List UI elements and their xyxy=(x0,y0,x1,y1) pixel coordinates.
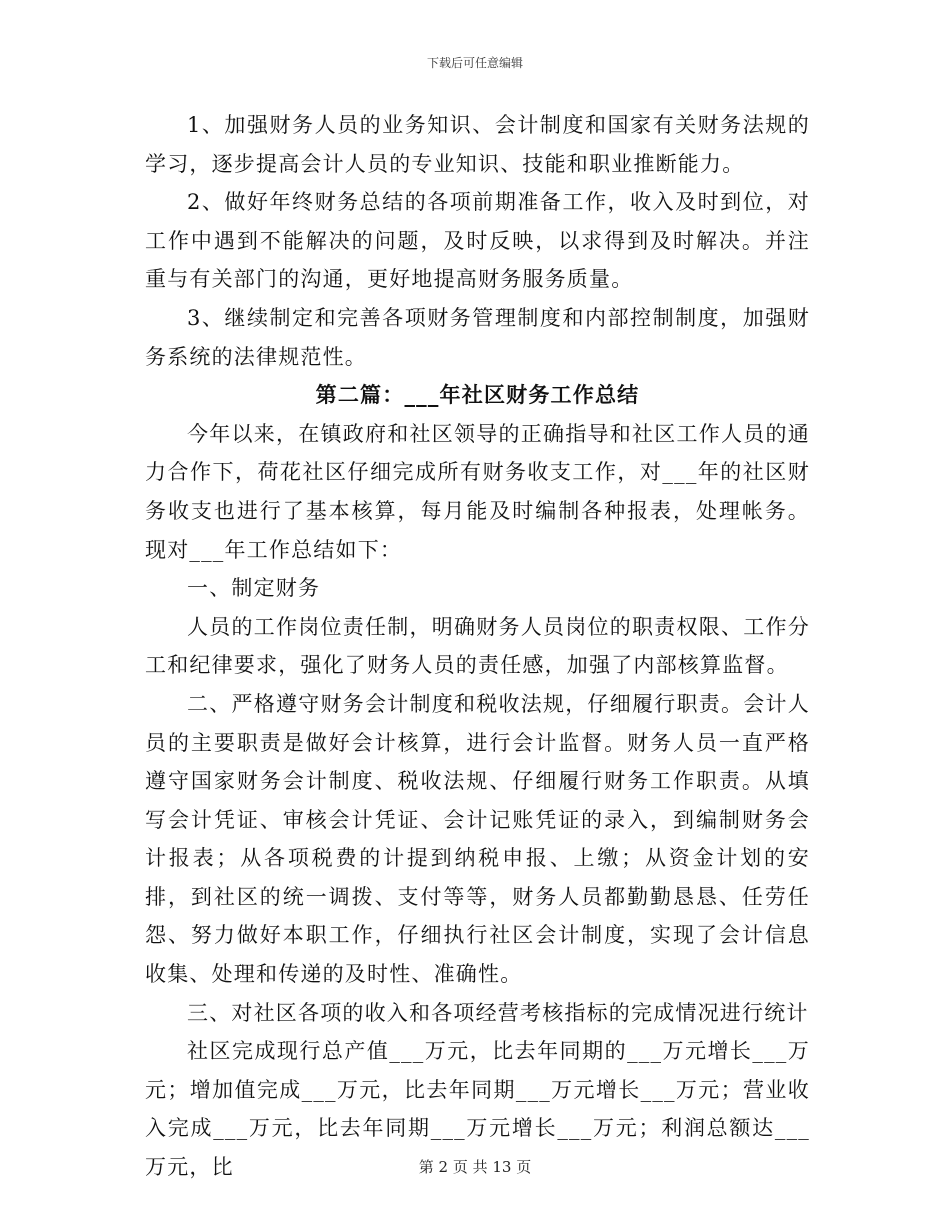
section-title: 第二篇：___年社区财务工作总结 xyxy=(315,382,640,408)
page-header-note: 下载后可任意编辑 xyxy=(426,56,523,70)
paragraph-1: 1、加强财务人员的业务知识、会计制度和国家有关财务法规的学习，逐步提高会计人员的专业知识、技能和职业推断能力。 xyxy=(145,113,810,176)
paragraph-7: 二、严格遵守财务会计制度和税收法规，仔细履行职责。会计人员的主要职责是做好会计核算，进行会计监督。财务人员一直严格遵守国家财务会计制度、税收法规、仔细履行财务工作职责。从填写会计凭证、审核会计凭证、会计记账凭证的录入，到编制财务会计报表；从各项税费的计提到纳税申报、上缴；从资金计划的安排，到社区的统一调拨、支付等等，财务人员都勤勤恳恳、任劳任怨、努力做好本职工作，仔细执行社区会计制度，实现了会计信息收集、处理和传递的及时性、准确性。 xyxy=(145,691,810,987)
page-number-footer: 第 2 页 共 13 页 xyxy=(418,1158,532,1176)
paragraph-9: 社区完成现行总产值___万元，比去年同期的___万元增长___万元；增加值完成___万元，比去年同期___万元增长___万元；营业收入完成___万元，比去年同期___万元增长___万元；利润总额达___万元，比 xyxy=(145,1039,810,1180)
paragraph-8: 三、对社区各项的收入和各项经营考核指标的完成情况进行统计 xyxy=(187,1000,809,1025)
paragraph-2: 2、做好年终财务总结的各项前期准备工作，收入及时到位，对工作中遇到不能解决的问题，及时反映，以求得到及时解决。并注重与有关部门的沟通，更好地提高财务服务质量。 xyxy=(145,190,810,292)
paragraph-5: 一、制定财务 xyxy=(187,576,321,601)
paragraph-4: 今年以来，在镇政府和社区领导的正确指导和社区工作人员的通力合作下，荷花社区仔细完成所有财务收支工作，对___年的社区财务收支也进行了基本核算，每月能及时编制各种报表，处理帐务。现对___年工作总结如下： xyxy=(145,421,810,562)
paragraph-6: 人员的工作岗位责任制，明确财务人员岗位的职责权限、工作分工和纪律要求，强化了财务人员的责任感，加强了内部核算监督。 xyxy=(145,614,810,678)
paragraph-3: 3、继续制定和完善各项财务管理制度和内部控制制度，加强财务系统的法律规范性。 xyxy=(145,305,810,369)
document-body xyxy=(145,106,810,1187)
